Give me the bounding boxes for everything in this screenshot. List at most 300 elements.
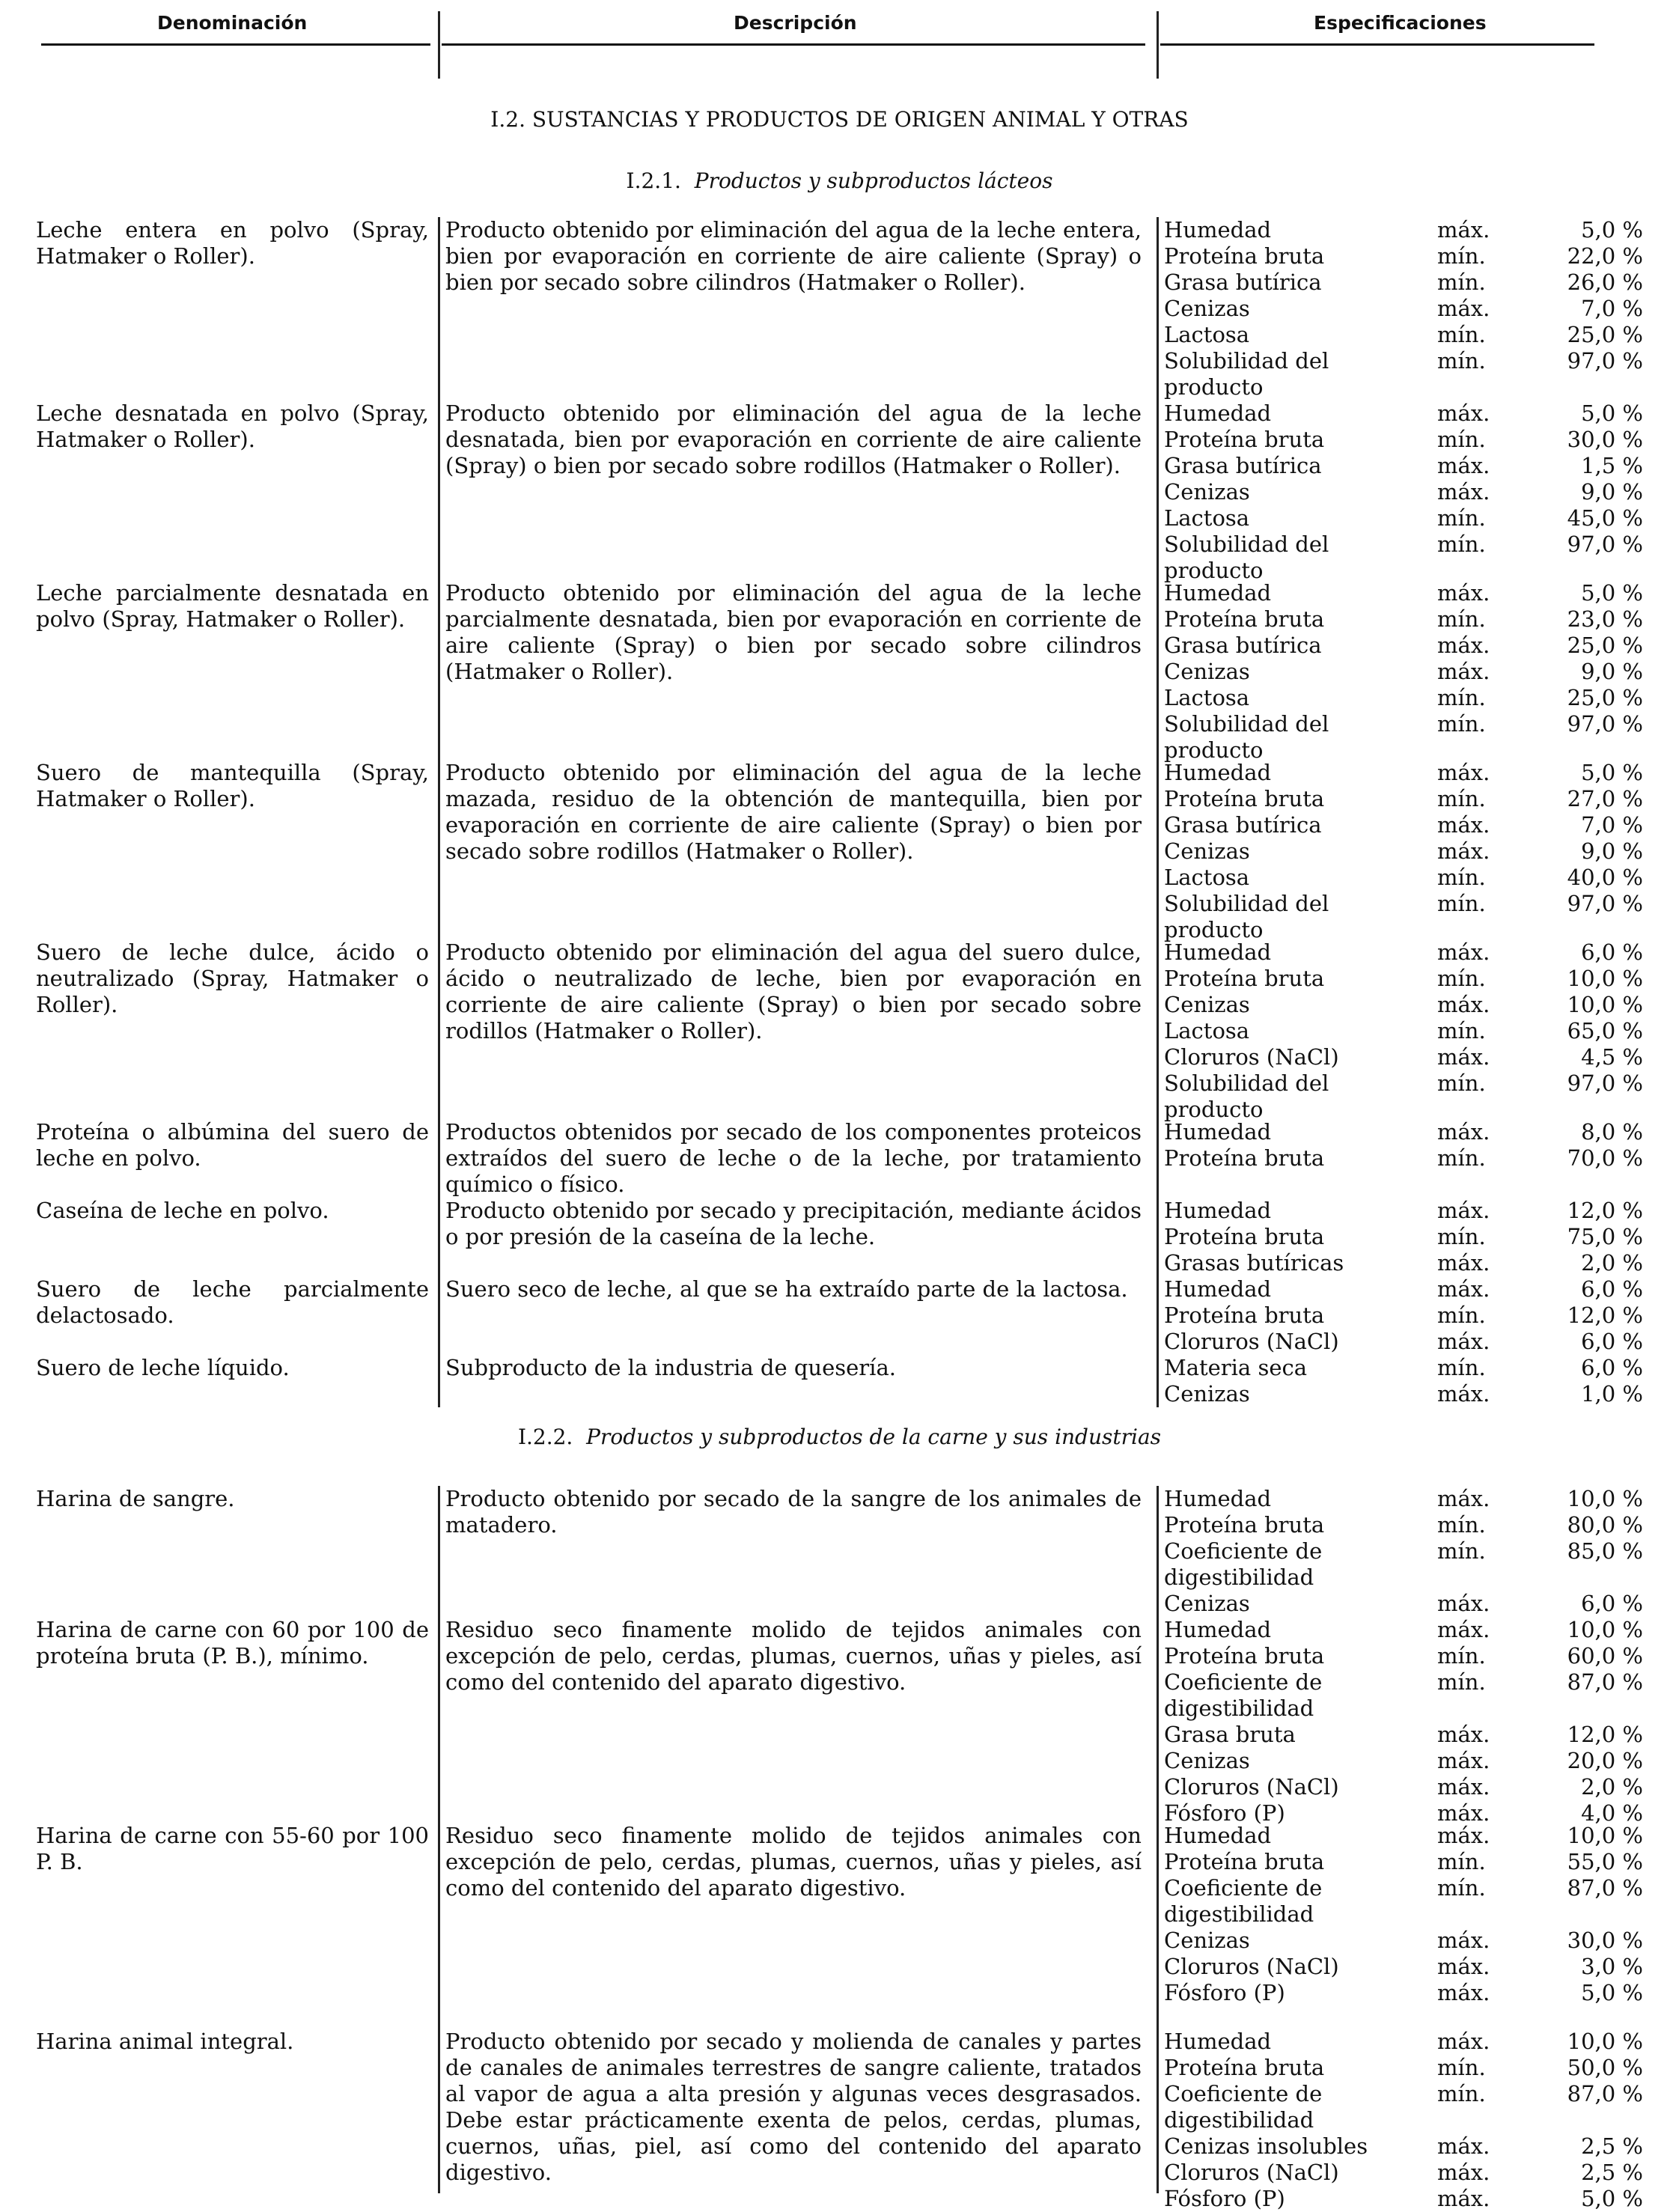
specifications-list — [1164, 2029, 1643, 2212]
spec-label: Grasa butírica — [1164, 812, 1322, 838]
spec-label: Proteína bruta — [1164, 2055, 1325, 2080]
spec-limit: máx. — [1437, 217, 1490, 243]
spec-item — [1164, 1928, 1643, 1954]
spec-item — [1164, 1722, 1643, 1748]
spec-item — [1164, 865, 1643, 891]
spec-limit: mín. — [1437, 427, 1486, 452]
spec-item — [1164, 1198, 1643, 1224]
product-name: Proteína o albúmina del suero de leche en polvo. — [36, 1119, 429, 1171]
spec-limit: máx. — [1437, 760, 1490, 785]
spec-limit: máx. — [1437, 2160, 1490, 2185]
spec-label: Lactosa — [1164, 685, 1250, 710]
spec-limit: máx. — [1437, 2186, 1490, 2211]
spec-item — [1164, 1774, 1643, 1800]
spec-limit: mín. — [1437, 2055, 1486, 2080]
spec-value: 10,0 % — [1567, 1486, 1643, 1511]
column-divider — [1157, 1486, 1159, 2193]
spec-item — [1164, 1329, 1643, 1355]
product-description: Productos obtenidos por secado de los componentes proteicos extraídos del suero de leche o de la leche, por tratamiento químico o físico. — [445, 1119, 1142, 1197]
spec-label: Humedad — [1164, 400, 1272, 426]
product-description: Producto obtenido por eliminación del agua de la leche entera, bien por evaporación en corriente de aire caliente (Spray) o bien por secado sobre cilindros (Hatmaker o Roller). — [445, 217, 1142, 295]
spec-value: 9,0 % — [1581, 838, 1643, 864]
product-name: Leche entera en polvo (Spray, Hatmaker o Roller). — [36, 217, 429, 269]
spec-label: Proteína bruta — [1164, 1145, 1325, 1171]
spec-limit: mín. — [1437, 1669, 1486, 1695]
spec-label: Fósforo (P) — [1164, 1800, 1285, 1826]
product-name: Suero de leche líquido. — [36, 1355, 290, 1380]
spec-label: Coeficiente de digestibilidad — [1164, 2081, 1323, 2133]
spec-item — [1164, 1617, 1643, 1643]
spec-item — [1164, 1823, 1643, 1849]
spec-value: 87,0 % — [1567, 1875, 1643, 1901]
spec-label: Coeficiente de digestibilidad — [1164, 1875, 1323, 1927]
spec-value: 30,0 % — [1567, 1928, 1643, 1953]
spec-item — [1164, 1119, 1643, 1145]
spec-value: 87,0 % — [1567, 2081, 1643, 2106]
specifications-list — [1164, 1119, 1643, 1171]
spec-limit: máx. — [1437, 1800, 1490, 1826]
spec-label: Solubilidad del producto — [1164, 891, 1329, 942]
spec-item — [1164, 453, 1643, 479]
spec-label: Cenizas — [1164, 479, 1250, 505]
spec-label: Grasas butíricas — [1164, 1250, 1344, 1276]
spec-item — [1164, 1355, 1643, 1381]
spec-item — [1164, 838, 1643, 865]
spec-limit: mín. — [1437, 1849, 1486, 1874]
spec-item — [1164, 479, 1643, 505]
product-name: Leche desnatada en polvo (Spray, Hatmaker o Roller). — [36, 400, 429, 452]
spec-value: 85,0 % — [1567, 1538, 1643, 1564]
product-description: Producto obtenido por eliminación del agua de la leche desnatada, bien por evaporación en corriente de aire caliente (Spray) o bien por secado sobre rodillos (Hatmaker o Roller). — [445, 400, 1142, 478]
spec-label: Humedad — [1164, 2029, 1272, 2054]
spec-value: 97,0 % — [1567, 711, 1643, 737]
product-description: Producto obtenido por secado de la sangre de los animales de matadero. — [445, 1486, 1142, 1538]
spec-limit: mín. — [1437, 685, 1486, 710]
spec-value: 65,0 % — [1567, 1018, 1643, 1043]
spec-item — [1164, 348, 1643, 400]
header-descripcion: Descripción — [734, 12, 857, 34]
spec-label: Humedad — [1164, 760, 1272, 785]
spec-item — [1164, 1486, 1643, 1512]
product-name: Harina de sangre. — [36, 1486, 235, 1511]
spec-limit: mín. — [1437, 322, 1486, 347]
spec-label: Proteína bruta — [1164, 1643, 1325, 1669]
spec-label: Fósforo (P) — [1164, 1980, 1285, 2005]
spec-limit: máx. — [1437, 1381, 1490, 1407]
specifications-list — [1164, 1617, 1643, 1826]
spec-item — [1164, 711, 1643, 764]
spec-item — [1164, 531, 1643, 584]
spec-item — [1164, 400, 1643, 427]
spec-label: Solubilidad del producto — [1164, 348, 1329, 400]
spec-item — [1164, 891, 1643, 943]
header-denominacion: Denominación — [157, 12, 308, 34]
spec-limit: máx. — [1437, 580, 1490, 606]
spec-label: Cenizas insolubles — [1164, 2133, 1368, 2159]
spec-label: Proteína bruta — [1164, 427, 1325, 452]
column-divider — [1157, 217, 1159, 1407]
spec-value: 10,0 % — [1567, 966, 1643, 991]
spec-value: 23,0 % — [1567, 606, 1643, 632]
spec-item — [1164, 322, 1643, 348]
specifications-list — [1164, 217, 1643, 400]
spec-limit: mín. — [1437, 891, 1486, 916]
spec-item — [1164, 1250, 1643, 1276]
spec-label: Humedad — [1164, 1486, 1272, 1511]
spec-value: 12,0 % — [1567, 1722, 1643, 1747]
spec-value: 30,0 % — [1567, 427, 1643, 452]
spec-label: Cenizas — [1164, 296, 1250, 321]
spec-item — [1164, 217, 1643, 243]
spec-label: Solubilidad del producto — [1164, 531, 1329, 583]
spec-label: Grasa butírica — [1164, 269, 1322, 295]
product-description: Residuo seco finamente molido de tejidos animales con excepción de pelo, cerdas, plumas, cuernos, uñas y pieles, así como del contenido del aparato digestivo. — [445, 1617, 1142, 1695]
header-rule — [41, 43, 430, 46]
spec-value: 2,5 % — [1581, 2160, 1643, 2185]
spec-item — [1164, 1669, 1643, 1722]
spec-value: 26,0 % — [1567, 269, 1643, 295]
section-title: I.2. SUSTANCIAS Y PRODUCTOS DE ORIGEN ANIMAL Y OTRAS — [490, 107, 1189, 132]
specifications-list — [1164, 1486, 1643, 1617]
spec-item — [1164, 1748, 1643, 1774]
spec-value: 5,0 % — [1581, 760, 1643, 785]
spec-limit: máx. — [1437, 1748, 1490, 1773]
subsection-title: I.2.2. Productos y subproductos de la carne y sus industrias — [517, 1425, 1162, 1449]
product-description: Producto obtenido por eliminación del agua de la leche mazada, residuo de la obtención de mantequilla, bien por evaporación en corriente de aire caliente (Spray) o bien por secado sobre rodillos (Hatmaker o Roller). — [445, 760, 1142, 864]
specifications-list — [1164, 400, 1643, 584]
spec-limit: mín. — [1437, 243, 1486, 269]
specifications-list — [1164, 1355, 1643, 1407]
spec-item — [1164, 1875, 1643, 1928]
spec-limit: mín. — [1437, 531, 1486, 557]
specifications-list — [1164, 939, 1643, 1123]
product-description: Subproducto de la industria de quesería. — [445, 1355, 896, 1380]
spec-value: 3,0 % — [1581, 1954, 1643, 1979]
spec-value: 97,0 % — [1567, 1070, 1643, 1096]
spec-item — [1164, 2055, 1643, 2081]
spec-value: 6,0 % — [1581, 1276, 1643, 1302]
spec-item — [1164, 939, 1643, 966]
spec-item — [1164, 659, 1643, 685]
header-rule — [442, 43, 1145, 46]
spec-value: 12,0 % — [1567, 1302, 1643, 1328]
spec-value: 25,0 % — [1567, 685, 1643, 710]
spec-value: 87,0 % — [1567, 1669, 1643, 1695]
spec-limit: máx. — [1437, 939, 1490, 965]
spec-value: 9,0 % — [1581, 659, 1643, 684]
spec-limit: máx. — [1437, 1617, 1490, 1642]
spec-value: 10,0 % — [1567, 992, 1643, 1017]
column-divider — [438, 1486, 440, 2193]
spec-item — [1164, 296, 1643, 322]
spec-limit: máx. — [1437, 1486, 1490, 1511]
spec-limit: máx. — [1437, 1329, 1490, 1354]
spec-label: Humedad — [1164, 217, 1272, 243]
spec-label: Solubilidad del producto — [1164, 1070, 1329, 1122]
spec-limit: máx. — [1437, 1722, 1490, 1747]
spec-label: Humedad — [1164, 1119, 1272, 1145]
spec-label: Humedad — [1164, 1823, 1272, 1848]
product-name: Suero de leche dulce, ácido o neutralizado (Spray, Hatmaker o Roller). — [36, 939, 429, 1017]
spec-limit: mín. — [1437, 269, 1486, 295]
spec-limit: máx. — [1437, 400, 1490, 426]
spec-value: 80,0 % — [1567, 1512, 1643, 1538]
spec-label: Cloruros (NaCl) — [1164, 1329, 1339, 1354]
spec-value: 97,0 % — [1567, 891, 1643, 916]
spec-limit: máx. — [1437, 1774, 1490, 1800]
spec-limit: máx. — [1437, 812, 1490, 838]
spec-label: Proteína bruta — [1164, 1302, 1325, 1328]
spec-value: 2,0 % — [1581, 1774, 1643, 1800]
spec-item — [1164, 812, 1643, 838]
spec-label: Humedad — [1164, 939, 1272, 965]
specifications-list — [1164, 580, 1643, 764]
spec-item — [1164, 1070, 1643, 1123]
subsection-title: I.2.1. Productos y subproductos lácteos — [626, 168, 1053, 193]
specifications-list — [1164, 760, 1643, 943]
spec-limit: máx. — [1437, 2029, 1490, 2054]
spec-limit: máx. — [1437, 633, 1490, 658]
product-name: Caseína de leche en polvo. — [36, 1198, 329, 1223]
spec-label: Proteína bruta — [1164, 786, 1325, 811]
spec-label: Cenizas — [1164, 1748, 1250, 1773]
spec-label: Cloruros (NaCl) — [1164, 2160, 1339, 2185]
spec-limit: máx. — [1437, 479, 1490, 505]
product-name: Harina de carne con 60 por 100 de proteína bruta (P. B.), mínimo. — [36, 1617, 429, 1669]
spec-value: 9,0 % — [1581, 479, 1643, 505]
spec-label: Cenizas — [1164, 1381, 1250, 1407]
spec-item — [1164, 2081, 1643, 2133]
spec-item — [1164, 1643, 1643, 1669]
spec-limit: máx. — [1437, 1119, 1490, 1145]
spec-limit: máx. — [1437, 1823, 1490, 1848]
specifications-list — [1164, 1276, 1643, 1355]
spec-item — [1164, 1145, 1643, 1171]
spec-limit: máx. — [1437, 1250, 1490, 1276]
spec-label: Cloruros (NaCl) — [1164, 1954, 1339, 1979]
spec-limit: máx. — [1437, 1198, 1490, 1223]
spec-value: 70,0 % — [1567, 1145, 1643, 1171]
spec-label: Cloruros (NaCl) — [1164, 1774, 1339, 1800]
spec-value: 6,0 % — [1581, 1329, 1643, 1354]
product-description: Producto obtenido por eliminación del agua del suero dulce, ácido o neutralizado de leche, bien por evaporación en corriente de aire caliente (Spray) o bien por secado sobre rodillos (Hatmaker o Roller). — [445, 939, 1142, 1043]
spec-label: Coeficiente de digestibilidad — [1164, 1669, 1323, 1721]
spec-limit: mín. — [1437, 606, 1486, 632]
spec-limit: máx. — [1437, 1928, 1490, 1953]
spec-value: 5,0 % — [1581, 2186, 1643, 2211]
spec-limit: mín. — [1437, 966, 1486, 991]
spec-value: 55,0 % — [1567, 1849, 1643, 1874]
spec-value: 5,0 % — [1581, 580, 1643, 606]
spec-label: Proteína bruta — [1164, 1224, 1325, 1249]
spec-label: Coeficiente de digestibilidad — [1164, 1538, 1323, 1590]
product-description: Producto obtenido por secado y molienda de canales y partes de canales de animales terrestres de sangre caliente, tratados al vapor de agua a alta presión y algunas veces desgrasados. Debe estar prácticamente exenta de pelos, cerdas, plumas, cuernos, uñas, piel, así como del contenido del aparato digestivo. — [445, 2029, 1142, 2185]
spec-item — [1164, 2133, 1643, 2160]
table-header — [0, 0, 1679, 82]
spec-value: 97,0 % — [1567, 531, 1643, 557]
spec-value: 50,0 % — [1567, 2055, 1643, 2080]
spec-value: 27,0 % — [1567, 786, 1643, 811]
spec-value: 97,0 % — [1567, 348, 1643, 374]
header-rule — [1160, 43, 1594, 46]
spec-value: 10,0 % — [1567, 1823, 1643, 1848]
spec-item — [1164, 633, 1643, 659]
spec-value: 4,0 % — [1581, 1800, 1643, 1826]
spec-label: Cloruros (NaCl) — [1164, 1044, 1339, 1070]
product-description: Producto obtenido por eliminación del agua de la leche parcialmente desnatada, bien por evaporación en corriente de aire caliente (Spray) o bien por secado sobre cilindros (Hatmaker o Roller). — [445, 580, 1142, 684]
spec-limit: máx. — [1437, 453, 1490, 478]
spec-item — [1164, 2029, 1643, 2055]
spec-value: 60,0 % — [1567, 1643, 1643, 1669]
spec-limit: mín. — [1437, 348, 1486, 374]
spec-item — [1164, 2186, 1643, 2212]
spec-label: Cenizas — [1164, 659, 1250, 684]
spec-label: Solubilidad del producto — [1164, 711, 1329, 763]
spec-value: 5,0 % — [1581, 1980, 1643, 2005]
spec-limit: mín. — [1437, 1512, 1486, 1538]
spec-item — [1164, 269, 1643, 296]
spec-limit: mín. — [1437, 1355, 1486, 1380]
spec-item — [1164, 760, 1643, 786]
spec-limit: máx. — [1437, 296, 1490, 321]
spec-item — [1164, 992, 1643, 1018]
spec-item — [1164, 1512, 1643, 1538]
spec-item — [1164, 1591, 1643, 1617]
spec-limit: mín. — [1437, 786, 1486, 811]
header-divider — [438, 11, 440, 79]
spec-label: Cenizas — [1164, 1591, 1250, 1616]
spec-item — [1164, 1381, 1643, 1407]
column-divider — [438, 217, 440, 1407]
spec-value: 4,5 % — [1581, 1044, 1643, 1070]
spec-label: Cenizas — [1164, 838, 1250, 864]
spec-value: 12,0 % — [1567, 1198, 1643, 1223]
spec-item — [1164, 685, 1643, 711]
spec-item — [1164, 1044, 1643, 1070]
spec-label: Humedad — [1164, 1617, 1272, 1642]
spec-limit: mín. — [1437, 1875, 1486, 1901]
spec-label: Proteína bruta — [1164, 243, 1325, 269]
spec-limit: máx. — [1437, 2133, 1490, 2159]
spec-label: Materia seca — [1164, 1355, 1308, 1380]
spec-label: Lactosa — [1164, 865, 1250, 890]
spec-item — [1164, 2160, 1643, 2186]
spec-item — [1164, 243, 1643, 269]
spec-limit: mín. — [1437, 1643, 1486, 1669]
spec-item — [1164, 505, 1643, 531]
spec-label: Grasa bruta — [1164, 1722, 1296, 1747]
product-description: Residuo seco finamente molido de tejidos animales con excepción de pelo, cerdas, plumas, cuernos, uñas y pieles, así como del contenido del aparato digestivo. — [445, 1823, 1142, 1901]
spec-item — [1164, 786, 1643, 812]
product-name: Suero de mantequilla (Spray, Hatmaker o Roller). — [36, 760, 429, 811]
spec-label: Grasa butírica — [1164, 453, 1322, 478]
spec-item — [1164, 1224, 1643, 1250]
spec-item — [1164, 580, 1643, 606]
product-name: Harina animal integral. — [36, 2029, 294, 2054]
spec-limit: mín. — [1437, 1145, 1486, 1171]
spec-label: Cenizas — [1164, 992, 1250, 1017]
spec-limit: máx. — [1437, 992, 1490, 1017]
spec-limit: mín. — [1437, 1538, 1486, 1564]
spec-value: 2,5 % — [1581, 2133, 1643, 2159]
spec-value: 6,0 % — [1581, 1355, 1643, 1380]
spec-value: 6,0 % — [1581, 939, 1643, 965]
product-description: Producto obtenido por secado y precipitación, mediante ácidos o por presión de la caseína de la leche. — [445, 1198, 1142, 1249]
spec-value: 25,0 % — [1567, 322, 1643, 347]
spec-limit: mín. — [1437, 865, 1486, 890]
header-divider — [1157, 11, 1159, 79]
spec-limit: mín. — [1437, 2081, 1486, 2106]
spec-value: 5,0 % — [1581, 217, 1643, 243]
spec-label: Proteína bruta — [1164, 966, 1325, 991]
spec-limit: máx. — [1437, 1276, 1490, 1302]
spec-item — [1164, 966, 1643, 992]
specifications-list — [1164, 1823, 1643, 2006]
specifications-list — [1164, 1198, 1643, 1276]
header-especificaciones: Especificaciones — [1314, 12, 1487, 34]
spec-value: 10,0 % — [1567, 2029, 1643, 2054]
spec-limit: mín. — [1437, 1224, 1486, 1249]
spec-item — [1164, 1954, 1643, 1980]
spec-label: Lactosa — [1164, 322, 1250, 347]
spec-item — [1164, 1276, 1643, 1302]
spec-item — [1164, 1018, 1643, 1044]
spec-label: Proteína bruta — [1164, 1512, 1325, 1538]
spec-label: Fósforo (P) — [1164, 2186, 1285, 2211]
spec-value: 20,0 % — [1567, 1748, 1643, 1773]
spec-item — [1164, 1849, 1643, 1875]
spec-item — [1164, 1538, 1643, 1591]
spec-value: 5,0 % — [1581, 400, 1643, 426]
spec-label: Lactosa — [1164, 505, 1250, 531]
spec-limit: mín. — [1437, 711, 1486, 737]
product-name: Harina de carne con 55-60 por 100 P. B. — [36, 1823, 429, 1874]
product-name: Suero de leche parcialmente delactosado. — [36, 1276, 429, 1328]
spec-value: 6,0 % — [1581, 1591, 1643, 1616]
spec-value: 1,5 % — [1581, 453, 1643, 478]
spec-value: 7,0 % — [1581, 812, 1643, 838]
spec-label: Proteína bruta — [1164, 1849, 1325, 1874]
spec-limit: máx. — [1437, 1980, 1490, 2005]
product-name: Leche parcialmente desnatada en polvo (Spray, Hatmaker o Roller). — [36, 580, 429, 632]
spec-item — [1164, 1980, 1643, 2006]
spec-value: 2,0 % — [1581, 1250, 1643, 1276]
spec-value: 45,0 % — [1567, 505, 1643, 531]
spec-label: Lactosa — [1164, 1018, 1250, 1043]
spec-label: Cenizas — [1164, 1928, 1250, 1953]
spec-label: Proteína bruta — [1164, 606, 1325, 632]
spec-label: Grasa butírica — [1164, 633, 1322, 658]
spec-limit: máx. — [1437, 838, 1490, 864]
spec-value: 10,0 % — [1567, 1617, 1643, 1642]
spec-limit: mín. — [1437, 1302, 1486, 1328]
spec-limit: mín. — [1437, 505, 1486, 531]
spec-item — [1164, 606, 1643, 633]
spec-limit: mín. — [1437, 1070, 1486, 1096]
spec-item — [1164, 1302, 1643, 1329]
spec-value: 7,0 % — [1581, 296, 1643, 321]
spec-value: 40,0 % — [1567, 865, 1643, 890]
spec-value: 8,0 % — [1581, 1119, 1643, 1145]
spec-label: Humedad — [1164, 1198, 1272, 1223]
spec-limit: máx. — [1437, 1591, 1490, 1616]
spec-value: 22,0 % — [1567, 243, 1643, 269]
product-description: Suero seco de leche, al que se ha extraído parte de la lactosa. — [445, 1276, 1128, 1302]
spec-limit: máx. — [1437, 1954, 1490, 1979]
spec-limit: máx. — [1437, 1044, 1490, 1070]
spec-value: 75,0 % — [1567, 1224, 1643, 1249]
spec-item — [1164, 427, 1643, 453]
